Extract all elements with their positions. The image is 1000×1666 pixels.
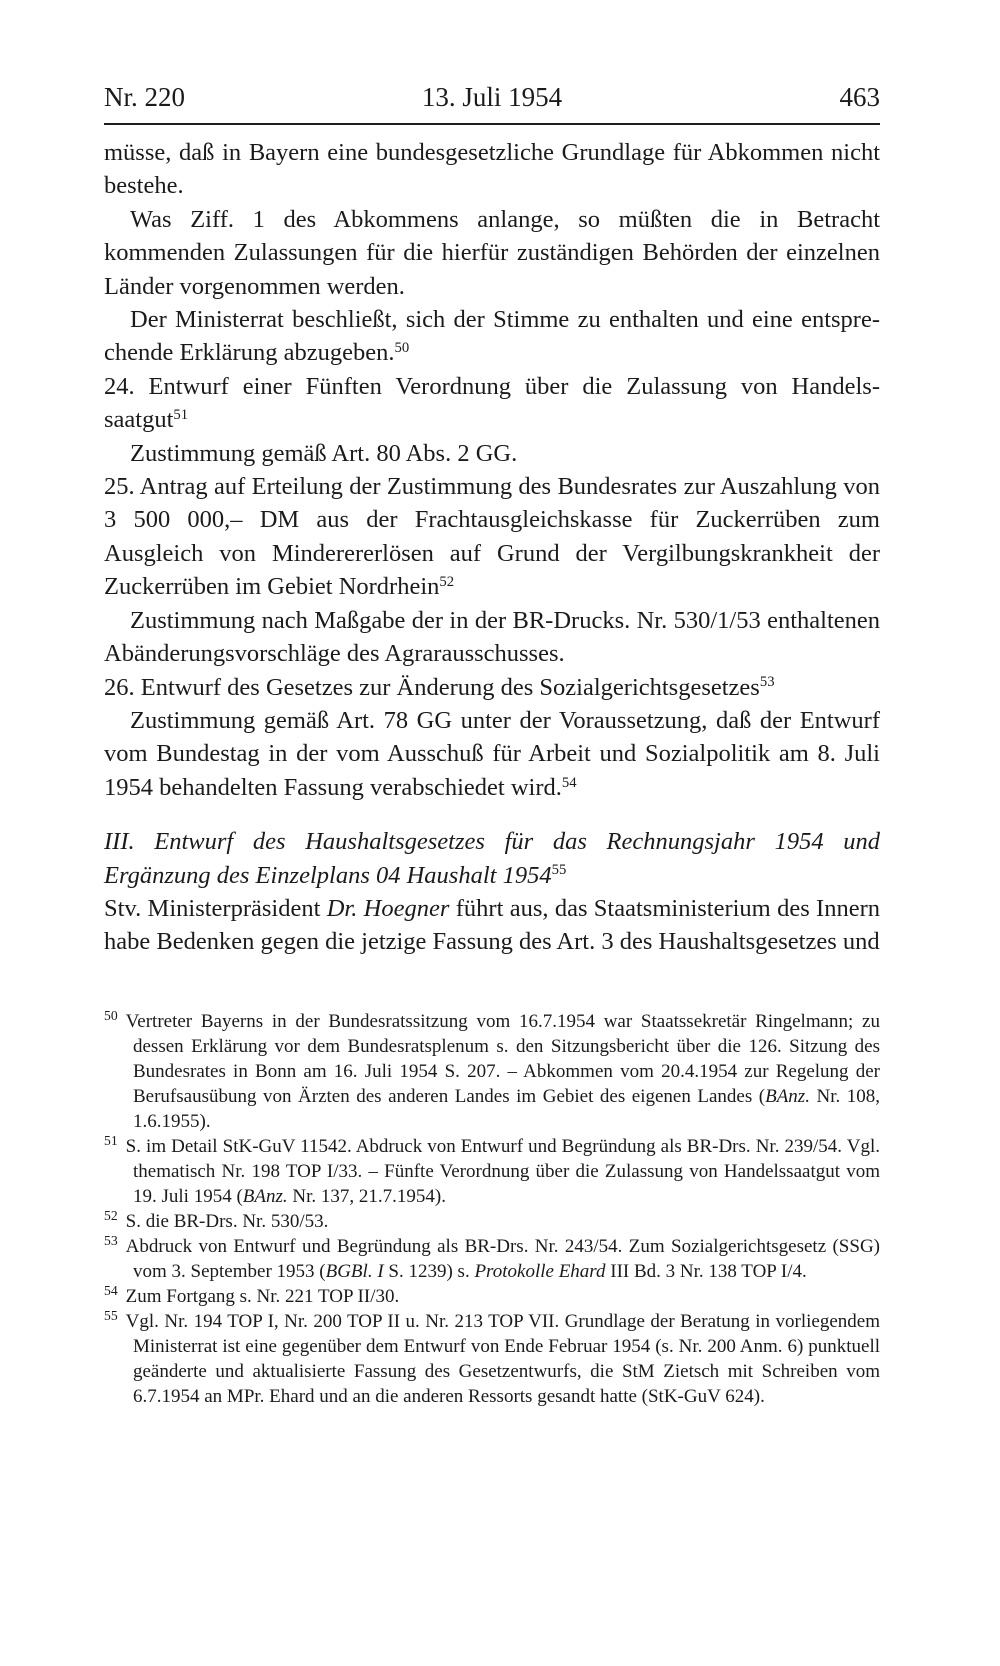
header-protocol-number: Nr. 220 xyxy=(104,82,185,112)
text-run: Stv. Ministerpräsident xyxy=(104,894,327,922)
header-date: 13. Juli 1954 xyxy=(421,82,563,112)
text-run: Zustimmung gemäß Art. 78 GG unter der Voraussetzung, daß der Entwurf vom Bundestag in der vom Ausschuß für Arbeit und Sozialpolitik am 8. Juli 1954 behandelten Fassung verabschiedet wird. xyxy=(104,706,880,801)
footnote-ref-52: 52 xyxy=(439,574,455,591)
italic-text: Protokolle Ehard xyxy=(474,1260,606,1282)
footnote-ref-51: 51 xyxy=(173,407,189,424)
paragraph xyxy=(104,704,880,804)
agenda-item xyxy=(104,671,880,704)
text-run: 24. Entwurf einer Fünften Verordnung über die Zulassung von Handelssaatgut xyxy=(104,372,880,434)
agenda-item xyxy=(104,370,880,437)
agenda-item xyxy=(104,470,880,604)
text-run: Was Ziff. 1 des Abkommens anlange, so müßten die in Betracht kommenden Zulassungen für die hierfür zuständigen Behörden der einzelnen Länder vorgenommen werden. xyxy=(104,205,880,300)
footnote-number: 54 xyxy=(104,1282,118,1298)
italic-text: BAnz. xyxy=(242,1185,288,1207)
text-run: Vgl. Nr. 194 TOP I, Nr. 200 TOP II u. Nr. 213 TOP VII. Grundlage der Beratung in vorliegendem Ministerrat ist eine gegenüber dem Entwurf von Ende Februar 1954 (s. Nr. 200 Anm. 6) punktuell geänderte und aktualisierte Fassung des Gesetzentwurfs, die StM Zietsch mit Schreiben vom 6.7.1954 an MPr. Ehard und an die anderen Ressorts gesandt hatte (StK-GuV 624). xyxy=(125,1310,880,1407)
footnote-55 xyxy=(104,1309,880,1409)
text-run: 26. Entwurf des Gesetzes zur Änderung des Sozialgerichtsgesetzes xyxy=(104,673,760,701)
footnotes xyxy=(104,1009,880,1409)
italic-text: III. Entwurf des Haushaltsgesetzes für das Rechnungsjahr 1954 und Ergänzung des Einzelplans 04 Haushalt 1954 xyxy=(104,828,880,889)
footnote-50 xyxy=(104,1009,880,1134)
footnote-52 xyxy=(104,1209,880,1234)
text-run: Der Ministerrat beschließt, sich der Stimme zu enthalten und eine entsprechende Erklärung abzugeben. xyxy=(104,306,880,367)
footnote-number: 55 xyxy=(104,1307,118,1323)
text-run: S. die BR-Drs. Nr. 530/53. xyxy=(125,1210,329,1232)
text-run: III Bd. 3 Nr. 138 TOP I/4. xyxy=(605,1260,807,1282)
paragraph xyxy=(104,604,880,671)
paragraph xyxy=(104,892,880,959)
paragraph xyxy=(104,303,880,370)
footnote-ref-50: 50 xyxy=(394,340,410,357)
text-run: führt aus, das Staatsministerium des Innern habe Bedenken gegen die jetzige Fassung des Art. 3 des Haushaltsgesetzes und xyxy=(104,894,880,956)
paragraph xyxy=(104,136,880,203)
italic-text: Dr. Hoegner xyxy=(326,894,450,922)
footnote-number: 53 xyxy=(104,1232,118,1248)
header-page-number: 463 xyxy=(839,82,880,112)
footnote-51 xyxy=(104,1134,880,1209)
header-divider xyxy=(104,123,880,125)
footnote-ref-53: 53 xyxy=(759,674,775,691)
document-body xyxy=(104,136,880,959)
page-header xyxy=(104,82,880,112)
footnote-ref-54: 54 xyxy=(561,774,577,791)
text-run: Nr. 108, 1.6.1955). xyxy=(133,1085,881,1132)
footnote-ref-55: 55 xyxy=(551,862,567,879)
italic-text: BGBl. I xyxy=(325,1260,384,1282)
footnote-53 xyxy=(104,1234,880,1284)
footnote-number: 52 xyxy=(104,1207,118,1223)
text-run: müsse, daß in Bayern eine bundesgesetzliche Grundlage für Abkommen nicht bestehe. xyxy=(104,139,880,200)
text-run: 25. Antrag auf Erteilung der Zustimmung des Bundesrates zur Auszahlung von 3 500 000,– DM aus der Frachtausgleichskasse für Zuckerrüben zum Ausgleich von Minderererlösen auf Grund der Vergilbungskrankheit der Zuckerrüben im Gebiet Nordrhein xyxy=(104,473,880,601)
text-run: Zustimmung gemäß Art. 80 Abs. 2 GG. xyxy=(130,439,518,467)
paragraph xyxy=(104,203,880,303)
text-run: Zustimmung nach Maßgabe der in der BR-Drucks. Nr. 530/1/53 enthaltenen Abänderungsvorschläge des Agrarausschusses. xyxy=(104,606,880,668)
text-run: Vertreter Bayerns in der Bundesratssitzung vom 16.7.1954 war Staatssekretär Ringelmann; zu dessen Erklärung vor dem Bundesratsplenum s. den Sitzungsbericht über die 126. Sitzung des Bundesrates in Bonn am 16. Juli 1954 S. 207. – Abkommen vom 20.4.1954 zur Regelung der Berufsausübung von Ärzten des anderen Landes im Gebiet des eigenen Landes ( xyxy=(125,1010,880,1107)
footnote-number: 50 xyxy=(104,1007,118,1023)
paragraph xyxy=(104,437,880,470)
text-run: Zum Fortgang s. Nr. 221 TOP II/30. xyxy=(125,1285,400,1307)
text-run: Abdruck von Entwurf und Begründung als BR-Drs. Nr. 243/54. Zum Sozialgerichtsgesetz (SSG) vom 3. September 1953 ( xyxy=(125,1235,880,1282)
section-heading xyxy=(104,825,880,892)
italic-text: BAnz. xyxy=(765,1085,810,1107)
footnote-number: 51 xyxy=(104,1132,118,1148)
text-run: S. 1239) s. xyxy=(383,1260,475,1282)
text-run: S. im Detail StK-GuV 11542. Abdruck von Entwurf und Begründung als BR-Drs. Nr. 239/54. Vgl. thematisch Nr. 198 TOP I/33. – Fünfte Verordnung über die Zulassung von Handelssaatgut vom 19. Juli 1954 ( xyxy=(125,1135,880,1207)
footnote-54 xyxy=(104,1284,880,1309)
text-run: Nr. 137, 21.7.1954). xyxy=(287,1185,446,1207)
